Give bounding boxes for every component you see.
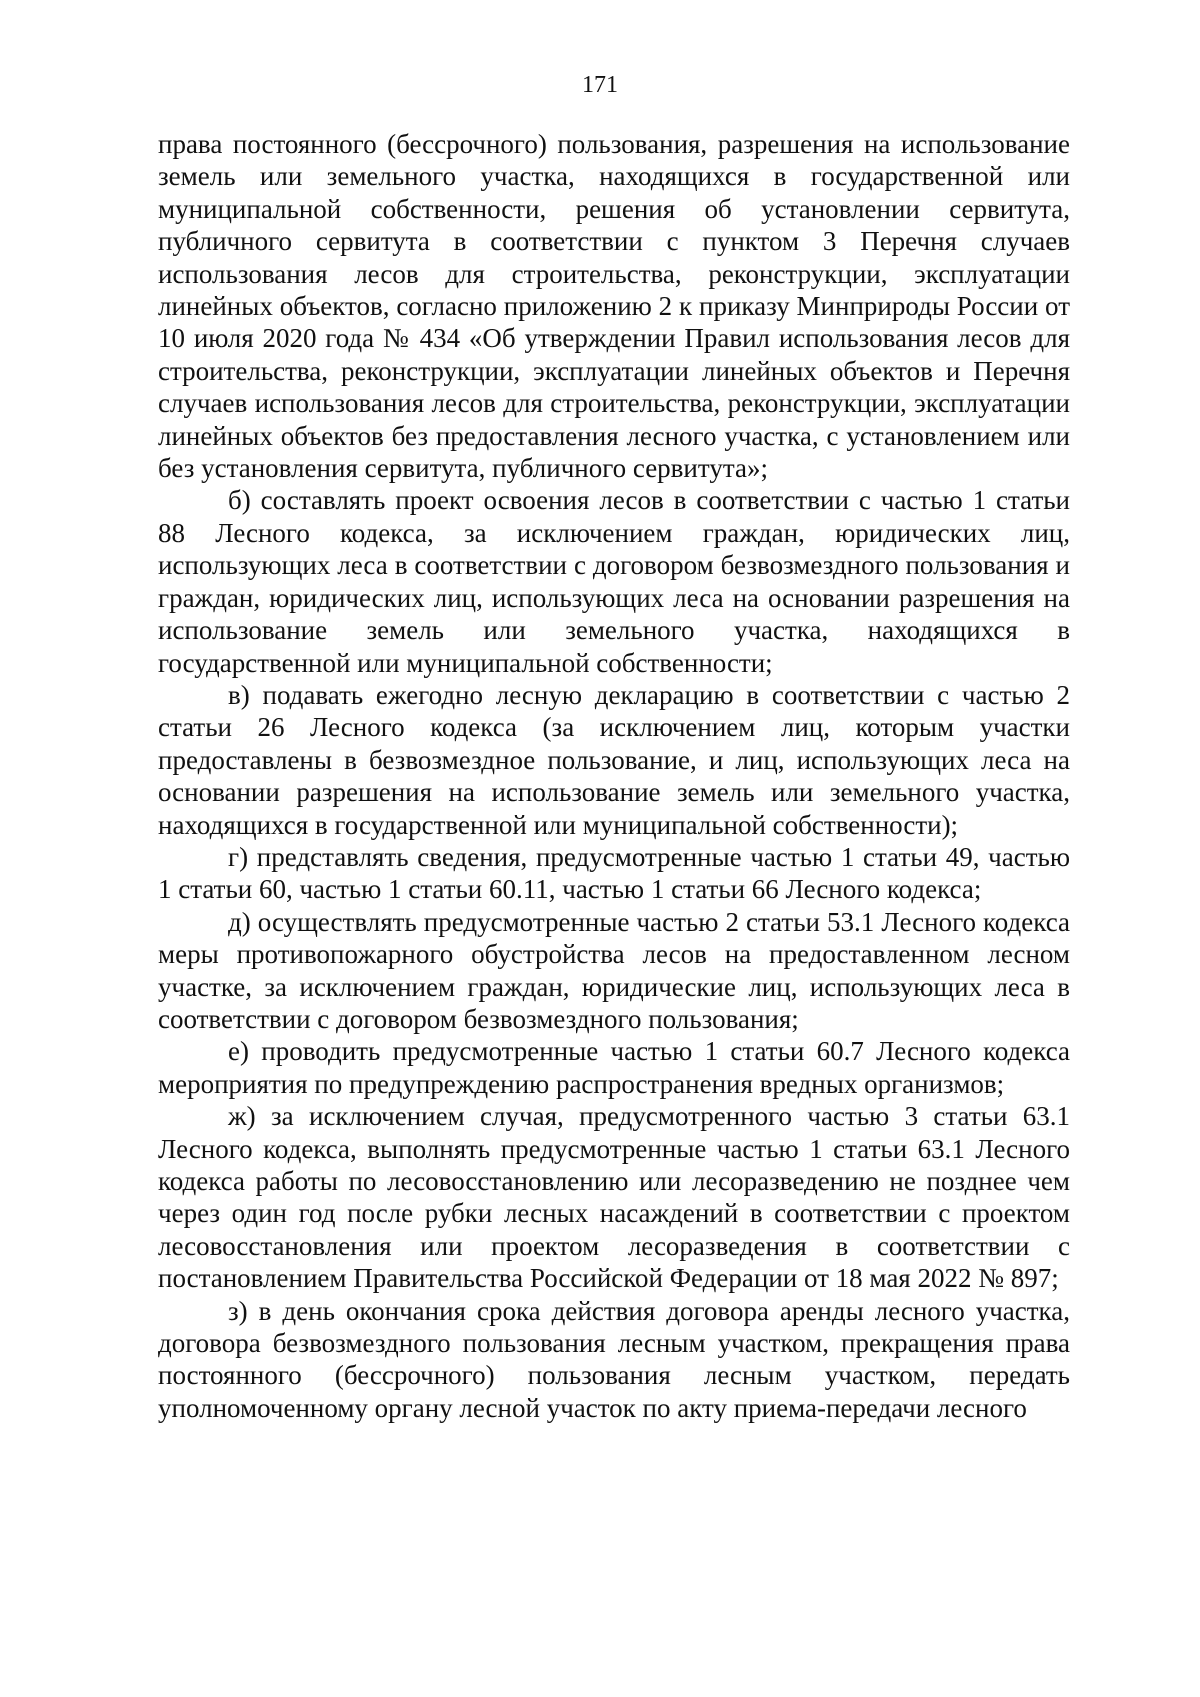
paragraph-item-b: б) составлять проект освоения лесов в соответствии с частью 1 статьи 88 Лесного кодекса, за исключением граждан, юридических лиц, использующих леса в соответствии с договором безвозмездного пользования и граждан, юридических лиц, использующих леса на основании разрешения на использование земель или земельного участка, находящихся в государственной или муниципальной собственности; [158, 485, 1070, 678]
paragraph-item-g: г) представлять сведения, предусмотренные частью 1 статьи 49, частью 1 статьи 60, частью 1 статьи 60.11, частью 1 статьи 66 Лесного кодекса; [158, 841, 1070, 905]
paragraph-item-v: в) подавать ежегодно лесную декларацию в соответствии с частью 2 статьи 26 Лесного кодекса (за исключением лиц, которым участки предоставлены в безвозмездное пользование, и лиц, использующих леса на основании разрешения на использование земель или земельного участка, находящихся в государственной или муниципальной собственности); [158, 679, 1070, 840]
paragraph-item-e: е) проводить предусмотренные частью 1 статьи 60.7 Лесного кодекса мероприятия по предупреждению распространения вредных организмов; [158, 1036, 1070, 1099]
paragraph-item-z: з) в день окончания срока действия договора аренды лесного участка, договора безвозмездного пользования лесным участком, прекращения права постоянного (бессрочного) пользования лесным участком, передать уполномоченному органу лесной участок по акту приема-передачи лесного [158, 1295, 1070, 1423]
paragraph-item-d: д) осуществлять предусмотренные частью 2 статьи 53.1 Лесного кодекса меры противопожарного обустройства лесов на предоставленном лесном участке, за исключением граждан, юридические лиц, использующих леса в соответствии с договором безвозмездного пользования; [158, 906, 1070, 1034]
paragraph-item-zh: ж) за исключением случая, предусмотренного частью 3 статьи 63.1 Лесного кодекса, выполнять предусмотренные частью 1 статьи 63.1 Лесного кодекса работы по лесовосстановлению или лесоразведению не позднее чем через один год после рубки лесных насаждений в соответствии с проектом лесовосстановления или проектом лесоразведения в соответствии с постановлением Правительства Российской Федерации от 18 мая 2022 № 897; [158, 1101, 1070, 1294]
paragraph-continuation: права постоянного (бессрочного) пользования, разрешения на использование земель или земельного участка, находящихся в государственной или муниципальной собственности, решения об установлении сервитута, публичного сервитута в соответствии с пунктом 3 Перечня случаев использования лесов для строительства, реконструкции, эксплуатации линейных объектов, согласно приложению 2 к приказу Минприроды России от 10 июля 2020 года № 434 «Об утверждении Правил использования лесов для строительства, реконструкции, эксплуатации линейных объектов и Перечня случаев использования лесов для строительства, реконструкции, эксплуатации линейных объектов без предоставления лесного участка, с установлением или без установления сервитута, публичного сервитута»; [158, 129, 1070, 484]
page-number: 171 [582, 72, 618, 98]
document-body [158, 128, 1070, 1424]
